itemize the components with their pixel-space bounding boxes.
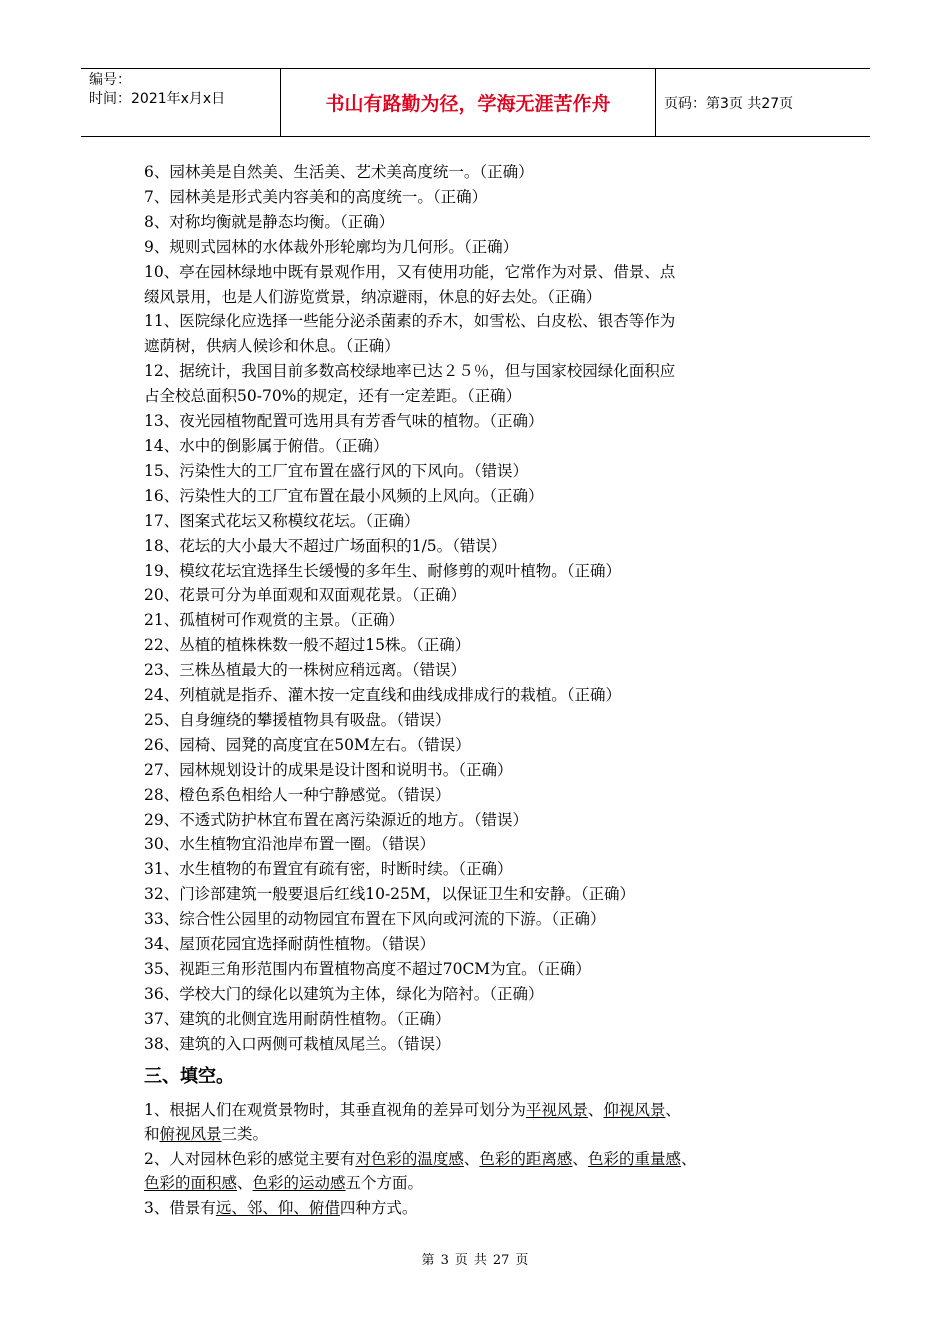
separator: 、 [665, 1100, 681, 1119]
separator: 、 [680, 1149, 697, 1168]
tf-item-line: 13、夜光园植物配置可选用具有芳香气味的植物。（正确） [144, 412, 544, 431]
tf-item-line: 20、花景可分为单面观和双面观花景。（正确） [144, 586, 466, 605]
tf-item-line: 12、据统计，我国目前多数高校绿地率已达２５％，但与国家校园绿化面积应 [144, 362, 676, 381]
fill-question-1-line-2 [144, 1122, 824, 1147]
section-title: 三、填空。 [144, 1065, 234, 1087]
answer-blank: 色彩的重量感 [587, 1149, 681, 1168]
tf-item-line: 9、规则式园林的水体裁外形轮廓均为几何形。（正确） [144, 237, 519, 256]
tf-item-line: 16、污染性大的工厂宜布置在最小风频的上风向。（正确） [144, 486, 544, 505]
fill-question-2-line-2 [144, 1171, 824, 1196]
tf-item-line: 36、学校大门的绿化以建筑为主体，绿化为陪衬。（正确） [144, 984, 544, 1003]
footer-text: 第 [421, 1253, 435, 1268]
question-text: 2、人对园林色彩的感觉主要有 [144, 1149, 356, 1168]
answer-blank: 仰视风景 [603, 1100, 666, 1119]
tf-item-line: 25、自身缠绕的攀援植物具有吸盘。（错误） [144, 710, 451, 729]
answer-blank: 色彩的运动感 [252, 1174, 346, 1193]
tf-item-line: 10、亭在园林绿地中既有景观作用，又有使用功能，它常作为对景、借景、点 [144, 262, 676, 281]
answer-blank: 俯视风景 [159, 1125, 222, 1144]
footer-total-pages: 27 [492, 1253, 510, 1268]
tf-item-line: 27、园林规划设计的成果是设计图和说明书。（正确） [144, 760, 513, 779]
tf-item-line: 28、橙色系色相给人一种宁静感觉。（错误） [144, 785, 451, 804]
document-header [81, 68, 870, 137]
tf-item-line: 遮荫树，供病人候诊和休息。（正确） [144, 337, 400, 356]
question-text: 和 [144, 1125, 160, 1144]
tf-item-line: 11、医院绿化应选择一些能分泌杀菌素的乔木，如雪松、白皮松、银杏等作为 [144, 312, 676, 331]
tf-item-line: 占全校总面积50-70%的规定，还有一定差距。（正确） [144, 387, 522, 406]
tf-item-line: 缀风景用，也是人们游览赏景，纳凉避雨，休息的好去处。（正确） [144, 287, 602, 306]
tf-item-line: 37、建筑的北侧宜选用耐荫性植物。（正确） [144, 1009, 451, 1028]
fill-question-2-line-1 [144, 1147, 824, 1172]
page-footer [0, 1249, 950, 1268]
separator: 、 [587, 1100, 604, 1119]
tf-item-line: 32、门诊部建筑一般要退后红线10-25M，以保证卫生和安静。（正确） [144, 885, 636, 904]
question-text: 3、借景有 [144, 1198, 216, 1217]
tf-item-line: 29、不透式防护林宜布置在离污染源近的地方。（错误） [144, 810, 528, 829]
question-text: 四种方式。 [339, 1198, 418, 1217]
tf-item-line: 18、花坛的大小最大不超过广场面积的1/5。（错误） [144, 536, 507, 555]
tf-item-line: 19、模纹花坛宜选择生长缓慢的多年生、耐修剪的观叶植物。（正确） [144, 561, 621, 580]
footer-page-number: 3 [440, 1253, 449, 1268]
tf-item-line: 24、列植就是指乔、灌木按一定直线和曲线成排成行的栽植。（正确） [144, 686, 621, 705]
tf-item-line: 6、园林美是自然美、生活美、艺术美高度统一。（正确） [144, 163, 534, 181]
true-false-list [144, 160, 824, 1057]
tf-item-line: 22、丛植的植株株数一般不超过15株。（正确） [144, 636, 471, 655]
answer-blank: 色彩的距离感 [479, 1149, 573, 1168]
header-date: 时间：2021年x月x日 [89, 91, 226, 107]
question-text: 三类。 [221, 1125, 269, 1144]
fill-question-3 [144, 1196, 824, 1221]
header-motto: 书山有路勤为径，学海无涯苦作舟 [281, 69, 656, 136]
tf-item-line: 15、污染性大的工厂宜布置在盛行风的下风向。（错误） [144, 461, 528, 480]
tf-item-line: 8、对称均衡就是静态均衡。（正确） [144, 212, 395, 231]
footer-text: 共 [473, 1253, 487, 1268]
tf-item-line: 7、园林美是形式美内容美和的高度统一。（正确） [144, 187, 488, 206]
header-number-label: 编号： [89, 72, 131, 88]
answer-blank: 对色彩的温度感 [355, 1149, 464, 1168]
tf-item-line: 21、孤植树可作观赏的主景。（正确） [144, 611, 404, 630]
tf-item-line: 17、图案式花坛又称模纹花坛。（正确） [144, 511, 420, 530]
tf-item-line: 33、综合性公园里的动物园宜布置在下风向或河流的下游。（正确） [144, 910, 606, 929]
question-text: 1、根据人们在观赏景物时，其垂直视角的差异可划分为 [144, 1100, 526, 1119]
question-text: 五个方面。 [345, 1174, 424, 1193]
answer-blank: 平视风景 [525, 1100, 588, 1119]
separator: 、 [463, 1149, 480, 1168]
tf-item-line: 38、建筑的入口两侧可栽植凤尾兰。（错误） [144, 1034, 451, 1053]
document-body [144, 160, 824, 1220]
header-meta [81, 69, 281, 136]
tf-item-line: 31、水生植物的布置宜有疏有密，时断时续。（正确） [144, 860, 513, 879]
fill-question-1-line-1 [144, 1098, 824, 1123]
tf-item-line: 14、水中的倒影属于俯借。（正确） [144, 436, 389, 455]
tf-item-line: 30、水生植物宜沿池岸布置一圈。（错误） [144, 835, 435, 854]
answer-blank: 色彩的面积感 [144, 1174, 238, 1193]
tf-item-line: 23、三株丛植最大的一株树应稍远离。（错误） [144, 661, 466, 680]
footer-text: 页 [515, 1253, 529, 1268]
separator: 、 [237, 1174, 253, 1193]
fill-in-section [144, 1098, 824, 1221]
header-page-info: 页码：第3页 共27页 [664, 95, 794, 112]
separator: 、 [572, 1149, 588, 1168]
tf-item-line: 35、视距三角形范围内布置植物高度不超过70CM为宜。（正确） [144, 960, 591, 978]
footer-text: 页 [454, 1253, 468, 1268]
tf-item-line: 34、屋顶花园宜选择耐荫性植物。（错误） [144, 935, 435, 954]
answer-blank: 远、邻、仰、俯借 [215, 1198, 340, 1217]
tf-item-line: 26、园椅、园凳的高度宜在50M左右。（错误） [144, 735, 471, 754]
